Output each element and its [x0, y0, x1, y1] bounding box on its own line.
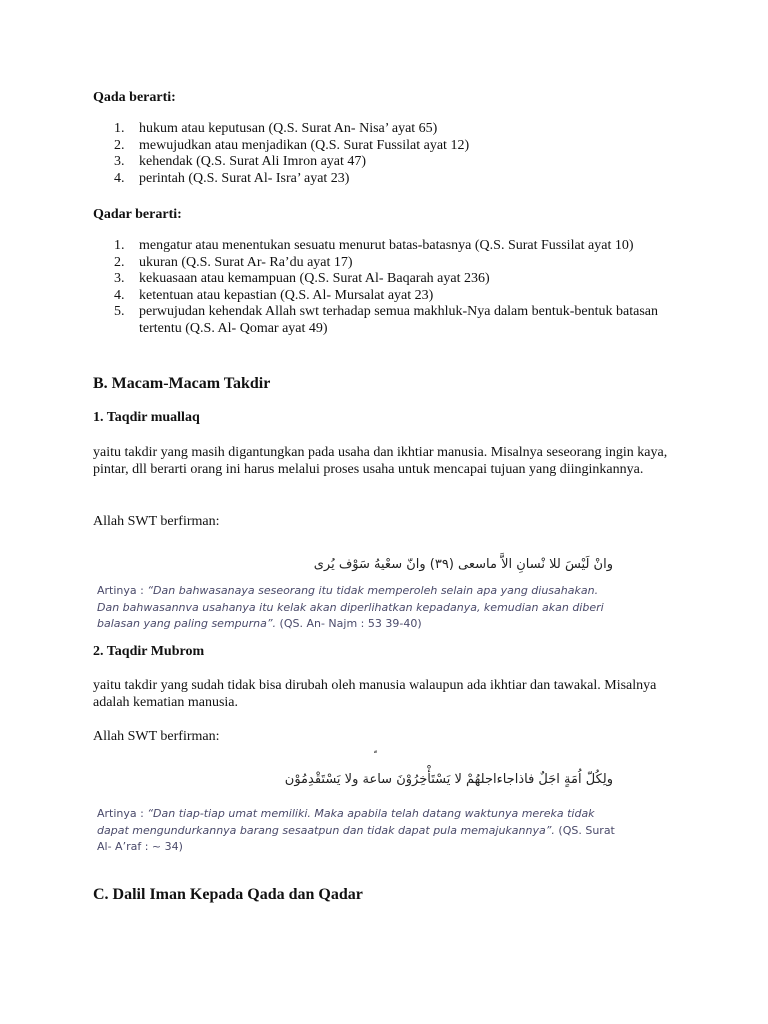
- list-number: 5.: [114, 304, 125, 319]
- section-b-title: B. Macam-Macam Takdir: [93, 375, 271, 392]
- list-item: [93, 255, 683, 272]
- list-item: [93, 121, 683, 138]
- list-text: kehendak (Q.S. Surat Ali Imron ayat 47): [139, 154, 367, 169]
- translation-text: “Dan tiap-tiap umat memiliki. Maka apabila telah datang waktunya mereka tidak dapat mengundurkannya barang sesaatpun dan tidak dapat pula memajukannya”.: [97, 807, 595, 837]
- list-text: ketentuan atau kepastian (Q.S. Al- Mursalat ayat 23): [139, 287, 434, 303]
- qada-list: [93, 121, 683, 187]
- translation-text: “Dan bahwasanaya seseorang itu tidak memperoleh selain apa yang diusahakan. Dan bahwasannva usahanya itu kelak akan diperlihatkan kepadanya, kemudian akan diberi balasan yang paling sempurna”.: [97, 584, 604, 630]
- firman-label-2: Allah SWT berfirman:: [93, 729, 220, 744]
- verse-source: (QS. Surat Al- A’raf : ~ 34): [97, 823, 615, 853]
- list-item: [93, 288, 683, 305]
- list-text: perwujudan kehendak Allah swt terhadap semua makhluk-Nya dalam bentuk-bentuk batasan tertentu (Q.S. Al- Qomar ayat 49): [139, 304, 659, 336]
- list-number: 2.: [114, 254, 125, 270]
- list-number: 2.: [114, 137, 125, 153]
- list-text: hukum atau keputusan (Q.S. Surat An- Nisa’ ayat 65): [139, 121, 438, 136]
- arabic-verse-2: ولِكُلّ اُمَةٍ اجَلٌ فاذاجاءاجلهُمْ لا يَسْتَأْخِرُوْنَ ساعة ولا يَسْتَقْدِمُوْن: [284, 772, 613, 787]
- list-number: 4.: [114, 287, 125, 303]
- list-item: [93, 238, 683, 255]
- verse-source: (QS. An- Najm : 53 39-40): [276, 617, 422, 630]
- list-number: 1.: [114, 121, 125, 136]
- list-number: 4.: [114, 170, 125, 186]
- list-item: [93, 138, 683, 155]
- list-text: mengatur atau menentukan sesuatu menurut batas-batasnya (Q.S. Surat Fussilat ayat 10): [139, 238, 634, 253]
- list-item: [93, 171, 683, 188]
- list-number: 1.: [114, 238, 125, 253]
- taqdir-muallaq-paragraph: yaitu takdir yang masih digantungkan pada usaha dan ikhtiar manusia. Misalnya seseorang ingin kaya, pintar, dll berarti orang ini harus melalui proses usaha untuk mencapai tujuan yang diinginkannya.: [93, 445, 668, 477]
- translation-2: [97, 806, 617, 856]
- list-number: 3.: [114, 271, 125, 286]
- arabic-verse-1: وانْ لَيْسَ للا نْسانِ الاَّ ماسعى (٣٩) وانّ سعْيهُ سَوْف يُرى: [313, 557, 613, 572]
- taqdir-mubrom-paragraph: yaitu takdir yang sudah tidak bisa dirubah oleh manusia walaupun ada ikhtiar dan tawakal. Misalnya adalah kematian manusia.: [93, 678, 657, 710]
- firman-label-1: Allah SWT berfirman:: [93, 514, 220, 529]
- section-c-title: C. Dalil Iman Kepada Qada dan Qadar: [93, 886, 363, 903]
- translation-1: [97, 583, 617, 633]
- list-item: [93, 304, 683, 337]
- taqdir-muallaq-title: 1. Taqdir muallaq: [93, 410, 200, 425]
- translation-label: Artinya :: [97, 807, 148, 820]
- taqdir-mubrom-title: 2. Taqdir Mubrom: [93, 644, 205, 659]
- list-item: [93, 154, 683, 171]
- list-text: mewujudkan atau menjadikan (Q.S. Surat Fussilat ayat 12): [139, 137, 470, 153]
- list-item: [93, 271, 683, 288]
- list-text: ukuran (Q.S. Surat Ar- Ra’du ayat 17): [139, 254, 353, 270]
- qadar-list: [93, 238, 683, 337]
- translation-label: Artinya :: [97, 584, 148, 597]
- list-number: 3.: [114, 154, 125, 169]
- list-text: perintah (Q.S. Surat Al- Isra’ ayat 23): [139, 170, 350, 186]
- list-text: kekuasaan atau kemampuan (Q.S. Surat Al- Baqarah ayat 236): [139, 271, 490, 286]
- qadar-heading: Qadar berarti:: [93, 207, 182, 222]
- qada-heading: Qada berarti:: [93, 90, 176, 105]
